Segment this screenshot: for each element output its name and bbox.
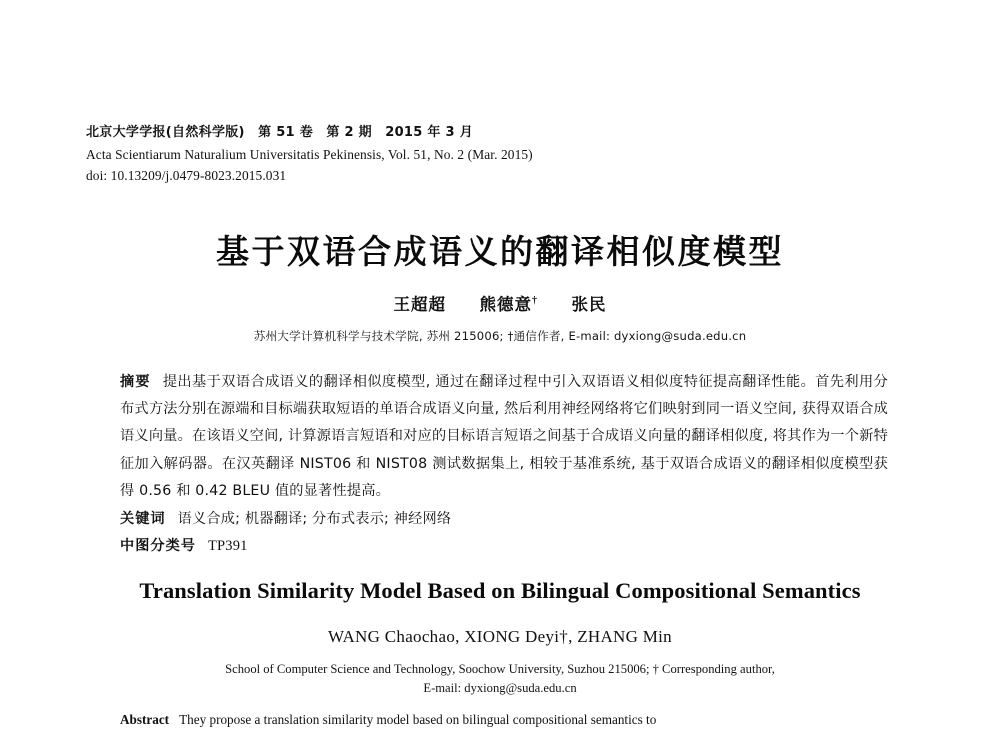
abstract-label-chinese: 摘要	[120, 374, 151, 390]
clc-code-value: TP391	[207, 538, 248, 554]
abstract-body-english: They propose a translation similarity model based on bilingual compositional semantics to	[179, 712, 657, 727]
corresponding-author-dagger-chinese: †	[532, 295, 538, 307]
keywords-chinese	[120, 506, 888, 532]
affiliation-english-line-1: School of Computer Science and Technology, Soochow University, Suzhou 215006; † Corresponding author,	[225, 662, 775, 676]
affiliation-chinese: 苏州大学计算机科学与技术学院, 苏州 215006; †通信作者, E-mail: dyxiong@suda.edu.cn	[253, 329, 747, 343]
abstract-english	[120, 709, 888, 730]
clc-number-chinese	[120, 533, 888, 559]
journal-header-chinese-line: 北京大学学报(自然科学版) 第 51 卷 第 2 期 2015 年 3 月	[86, 125, 474, 140]
journal-header-english-line: Acta Scientiarum Naturalium Universitatis Pekinensis, Vol. 51, No. 2 (Mar. 2015)	[86, 146, 533, 162]
doi-line: doi: 10.13209/j.0479-8023.2015.031	[86, 168, 287, 183]
authors-chinese	[0, 291, 1000, 315]
author-chinese-2: 熊德意	[479, 295, 532, 314]
abstract-body-chinese: 提出基于双语合成语义的翻译相似度模型, 通过在翻译过程中引入双语语义相似度特征提高翻译性能。首先利用分布式方法分别在源端和目标端获取短语的单语合成语义向量, 然后利用神经网络将它们映射到同一语义空间, 获得双语合成语义向量。在该语义空间, 计算源语言短语和对应的目标语言短语之间基于合成语义向量的翻译相似度, 将其作为一个新特征加入解码器。在汉英翻译 NIST06 和 NIST08 测试数据集上, 相较于基准系统, 基于双语合成语义的翻译相似度模型获得 0.56 和 0.42 BLEU 值的显著性提高。	[120, 374, 888, 499]
keywords-label-chinese: 关键词	[120, 511, 166, 527]
abstract-label-english: Abstract	[120, 712, 170, 727]
affiliation-english-line-2: E-mail: dyxiong@suda.edu.cn	[423, 681, 577, 695]
page-title-english: Translation Similarity Model Based on Bilingual Compositional Semantics	[139, 578, 861, 603]
clc-label-chinese: 中图分类号	[120, 538, 196, 554]
affiliation-english	[100, 660, 900, 698]
authors-english: WANG Chaochao, XIONG Deyi†, ZHANG Min	[328, 627, 672, 646]
page-title-chinese: 基于双语合成语义的翻译相似度模型	[216, 232, 784, 271]
journal-header	[86, 122, 886, 187]
author-chinese-3: 张民	[571, 295, 607, 314]
author-chinese-1: 王超超	[393, 295, 446, 314]
abstract-chinese	[120, 369, 888, 505]
keywords-body-chinese: 语义合成; 机器翻译; 分布式表示; 神经网络	[177, 511, 452, 527]
